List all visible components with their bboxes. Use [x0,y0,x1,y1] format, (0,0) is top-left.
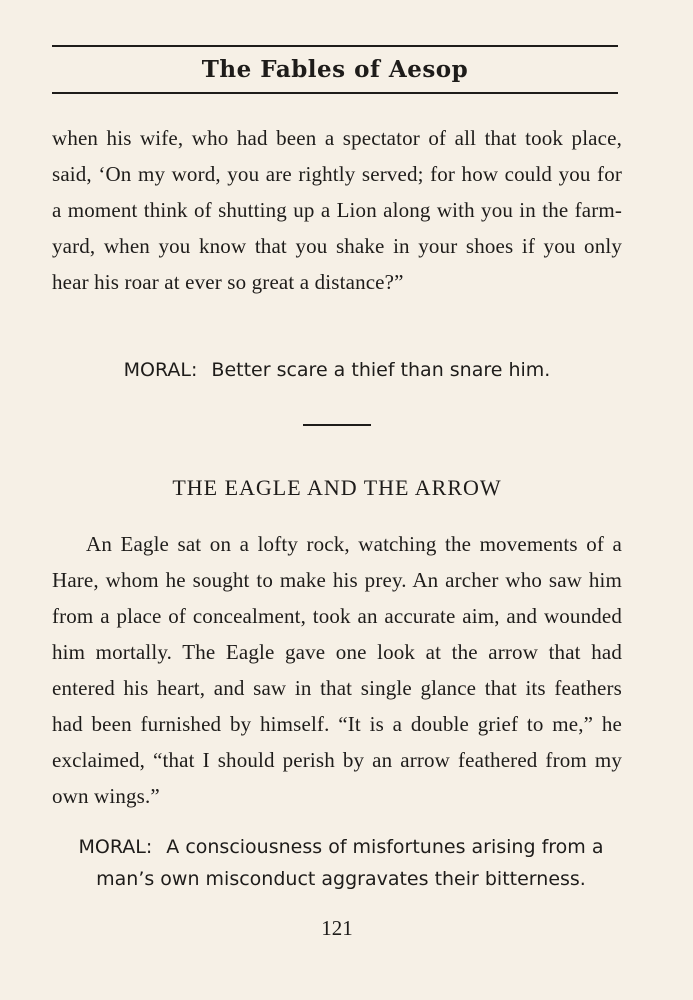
section-divider [303,424,371,426]
moral-text: A consciousness of misfortunes arising from a man’s own misconduct aggravates their bitterness. [96,836,604,890]
fable-paragraph: An Eagle sat on a lofty rock, watching the movements of a Hare, whom he sought to make his prey. An archer who saw him from a place of concealment, took an accurate aim, and wounded him mortally. The Eagle gave one look at the arrow that had entered his heart, and saw in that single glance that its feathers had been furnished by himself. “It is a double grief to me,” he exclaimed, “that I should perish by an arrow feathered from my own wings.” [52,532,622,808]
fable-title: THE EAGLE AND THE ARROW [172,475,502,500]
running-head: The Fables of Aesop [201,56,469,83]
header-top-rule [52,45,618,47]
moral-1 [52,354,622,386]
moral-label: MORAL: [123,359,198,381]
moral-text: Better scare a thief than snare him. [211,359,551,381]
moral-label: MORAL: [78,836,153,858]
header-bottom-rule [52,92,618,94]
story-continuation-paragraph: when his wife, who had been a spectator of all that took place, said, ‘On my word, you are rightly served; for how could you for a moment think of shutting up a Lion along with you in the farm-yard, when you know that you shake in your shoes if you only hear his roar at ever so great a distance?” [52,126,622,294]
moral-2 [60,831,622,895]
page-number: 121 [321,916,353,940]
